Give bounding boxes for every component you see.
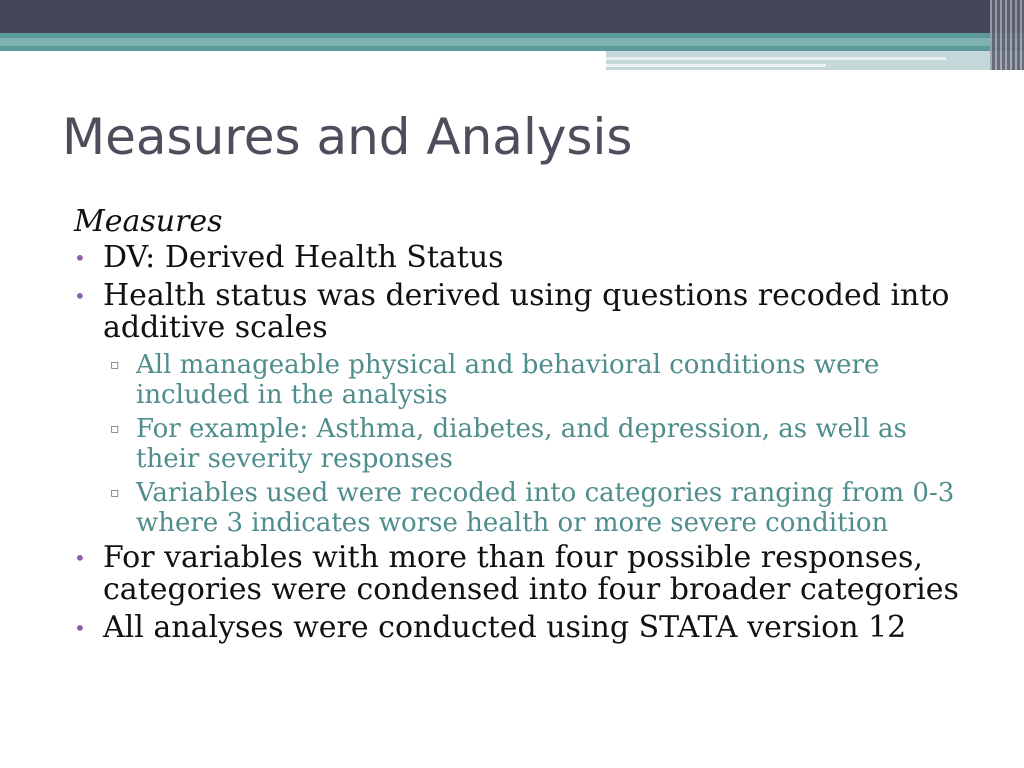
bullet-item <box>74 542 974 606</box>
bullet-text: Health status was derived using questions recoded into additive scales <box>103 278 950 345</box>
section-heading: Measures <box>74 204 223 239</box>
bullet-text: DV: Derived Health Status <box>103 240 504 275</box>
bullet-text: For variables with more than four possible responses, categories were condensed into four broader categories <box>103 540 959 607</box>
header-band-dark <box>0 0 1024 33</box>
bullet-text: All analyses were conducted using STATA version 12 <box>103 610 907 645</box>
bullet-dot-icon: • <box>74 284 86 308</box>
header-band-right-line <box>606 57 946 60</box>
header-band-right <box>606 51 1024 70</box>
bullet-dot-icon: • <box>74 546 86 570</box>
bullet-dot-icon: • <box>74 246 86 270</box>
header-band-right-line-2 <box>606 64 826 67</box>
sub-bullet-item <box>74 350 974 410</box>
sub-bullet-text: Variables used were recoded into categories ranging from 0-3 where 3 indicates worse health or more severe condition <box>136 478 955 538</box>
square-bullet-icon: ▫ <box>110 421 120 437</box>
sub-bullet-text: For example: Asthma, diabetes, and depression, as well as their severity responses <box>136 414 907 474</box>
square-bullet-icon: ▫ <box>110 485 120 501</box>
square-bullet-icon: ▫ <box>110 357 120 373</box>
bullet-item <box>74 280 974 344</box>
slide-title: Measures and Analysis <box>62 108 633 166</box>
slide-body <box>74 204 974 650</box>
bullet-item <box>74 612 974 644</box>
sub-bullet-item <box>74 478 974 538</box>
sub-bullet-item <box>74 414 974 474</box>
bullet-item <box>74 242 974 274</box>
bullet-dot-icon: • <box>74 616 86 640</box>
sub-bullet-text: All manageable physical and behavioral conditions were included in the analysis <box>136 350 880 410</box>
header-band-teal-light <box>0 38 1024 46</box>
header-gap <box>0 51 606 68</box>
header-stripes <box>990 0 1024 70</box>
